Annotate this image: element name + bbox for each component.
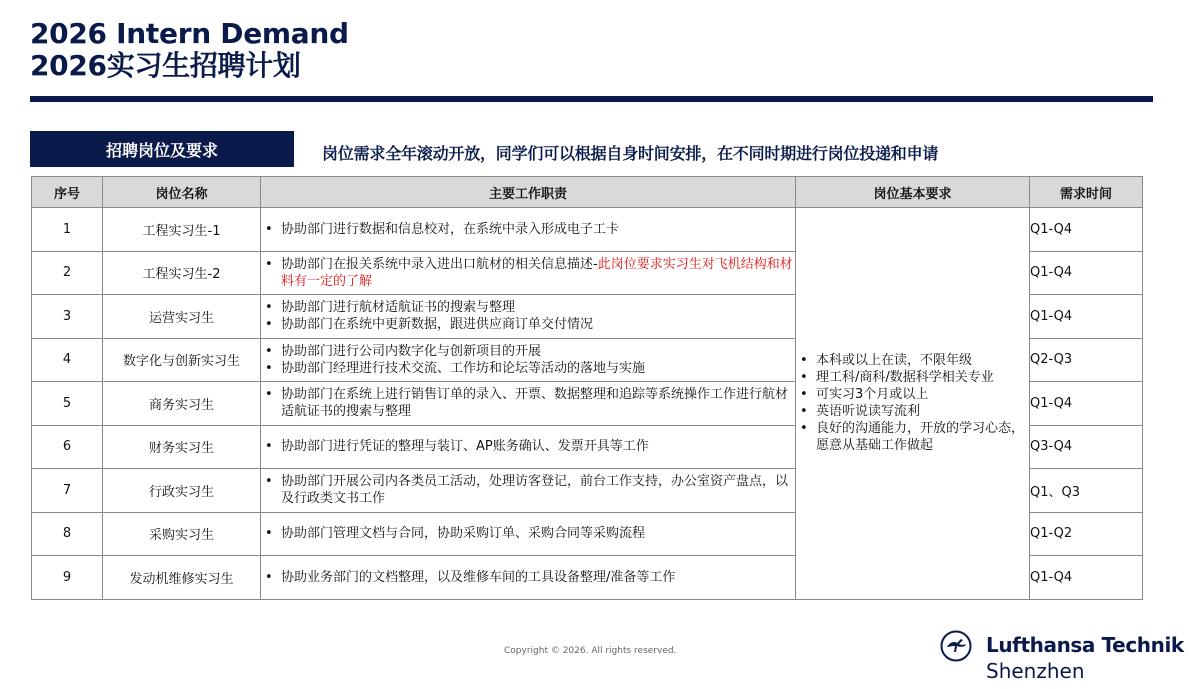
row-position: 工程实习生-2: [103, 251, 261, 295]
row-index: 2: [32, 251, 103, 295]
row-index: 1: [32, 208, 103, 252]
duty-item: • 协助业务部门的文档整理，以及维修车间的工具设备整理/准备等工作: [261, 569, 795, 586]
row-index: 7: [32, 469, 103, 513]
company-logo: [938, 628, 1196, 686]
duty-item: [261, 256, 795, 290]
requirement-item: • 本科或以上在读，不限年级: [796, 352, 1029, 369]
row-duties: [261, 512, 796, 556]
header-requirements: 岗位基本要求: [796, 177, 1030, 208]
row-index: 8: [32, 512, 103, 556]
duty-item: • 协助部门进行凭证的整理与装订、AP账务确认、发票开具等工作: [261, 438, 795, 455]
row-index: 5: [32, 382, 103, 426]
row-position: 数字化与创新实习生: [103, 338, 261, 382]
row-timing: Q3-Q4: [1030, 425, 1143, 469]
row-timing: Q1-Q4: [1030, 208, 1143, 252]
row-duties: [261, 295, 796, 339]
section-label: 招聘岗位及要求: [30, 131, 294, 167]
row-duties: [261, 338, 796, 382]
header-timing: 需求时间: [1030, 177, 1143, 208]
logo-text-primary: Lufthansa Technik: [986, 633, 1184, 657]
row-timing: Q1-Q4: [1030, 382, 1143, 426]
row-timing: Q2-Q3: [1030, 338, 1143, 382]
duty-item: • 协助部门开展公司内各类员工活动，处理访客登记，前台工作支持，办公室资产盘点，以及行政类文书工作: [261, 473, 795, 507]
row-duties: [261, 425, 796, 469]
lufthansa-crane-icon: [940, 630, 972, 662]
requirement-item: • 良好的沟通能力，开放的学习心态，愿意从基础工作做起: [796, 420, 1029, 454]
title-divider: [30, 96, 1153, 102]
header-index: 序号: [32, 177, 103, 208]
section-note: 岗位需求全年滚动开放，同学们可以根据自身时间安排，在不同时期进行岗位投递和申请: [322, 144, 939, 163]
row-duties: [261, 556, 796, 600]
row-position: 财务实习生: [103, 425, 261, 469]
table-header-row: [32, 177, 1143, 208]
requirement-item: • 可实习3个月或以上: [796, 386, 1029, 403]
duty-text: 协助部门在报关系统中录入进出口航材的相关信息描述-: [281, 256, 598, 272]
intern-demand-table: [31, 176, 1143, 600]
duty-item: • 协助部门管理文档与合同，协助采购订单、采购合同等采购流程: [261, 525, 795, 542]
requirements-cell: [796, 208, 1030, 600]
row-duties: [261, 208, 796, 252]
requirement-item: • 理工科/商科/数据科学相关专业: [796, 369, 1029, 386]
duty-highlight: 此岗位要求实习生对飞机结构和材料有一定的了解: [281, 256, 793, 289]
row-position: 发动机维修实习生: [103, 556, 261, 600]
logo-text-secondary: Shenzhen: [986, 659, 1085, 683]
row-index: 3: [32, 295, 103, 339]
row-index: 9: [32, 556, 103, 600]
row-position: 运营实习生: [103, 295, 261, 339]
copyright-notice: Copyright © 2026. All rights reserved.: [504, 646, 677, 656]
row-duties: [261, 251, 796, 295]
row-timing: Q1-Q2: [1030, 512, 1143, 556]
row-timing: Q1-Q4: [1030, 251, 1143, 295]
page-title: [30, 18, 349, 82]
duty-item: • 协助部门在系统上进行销售订单的录入、开票、数据整理和追踪等系统操作工作进行航材适航证书的搜索与整理: [261, 386, 795, 420]
row-position: 商务实习生: [103, 382, 261, 426]
title-english: 2026 Intern Demand: [30, 17, 349, 50]
row-timing: Q1-Q4: [1030, 556, 1143, 600]
requirement-item: • 英语听说读写流利: [796, 403, 1029, 420]
row-position: 行政实习生: [103, 469, 261, 513]
duty-item: • 协助部门在系统中更新数据，跟进供应商订单交付情况: [261, 316, 795, 333]
duty-item: • 协助部门进行数据和信息校对，在系统中录入形成电子工卡: [261, 221, 795, 238]
duty-item: • 协助部门进行公司内数字化与创新项目的开展: [261, 343, 795, 360]
table-row: [32, 208, 1143, 252]
row-position: 采购实习生: [103, 512, 261, 556]
header-position: 岗位名称: [103, 177, 261, 208]
row-duties: [261, 382, 796, 426]
row-timing: Q1-Q4: [1030, 295, 1143, 339]
row-index: 4: [32, 338, 103, 382]
row-timing: Q1、Q3: [1030, 469, 1143, 513]
row-index: 6: [32, 425, 103, 469]
duty-item: • 协助部门经理进行技术交流、工作坊和论坛等活动的落地与实施: [261, 360, 795, 377]
row-position: 工程实习生-1: [103, 208, 261, 252]
row-duties: [261, 469, 796, 513]
header-duties: 主要工作职责: [261, 177, 796, 208]
title-chinese: 2026实习生招聘计划: [30, 49, 301, 82]
duty-item: • 协助部门进行航材适航证书的搜索与整理: [261, 299, 795, 316]
